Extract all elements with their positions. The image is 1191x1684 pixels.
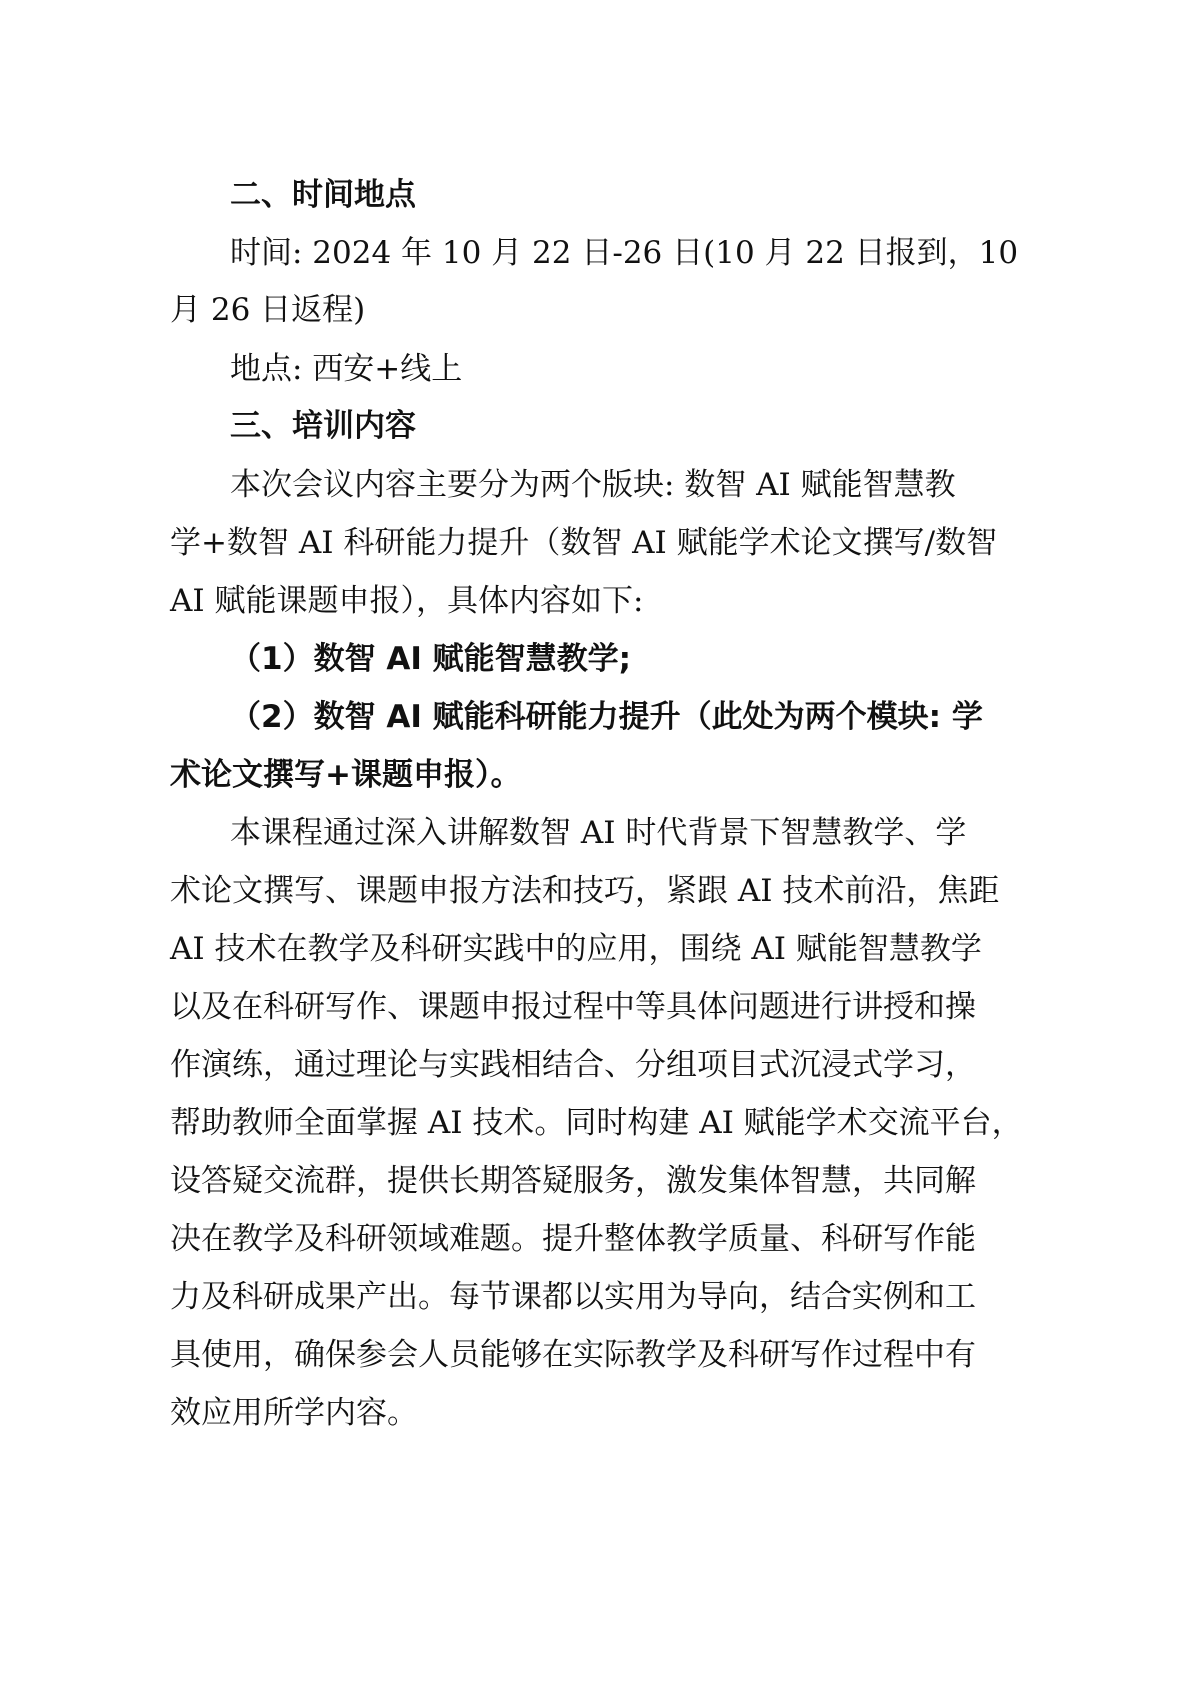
course-paragraph-line: 作演练，通过理论与实践相结合、分组项目式沉浸式学习， xyxy=(170,1047,976,1083)
course-paragraph-line: 帮助教师全面掌握 AI 技术。同时构建 AI 赋能学术交流平台， xyxy=(170,1105,1023,1141)
section-heading-time-location: 二、时间地点 xyxy=(230,177,416,213)
course-paragraph-line: 本课程通过深入讲解数智 AI 时代背景下智慧教学、学 xyxy=(230,815,967,851)
course-paragraph-line: 术论文撰写、课题申报方法和技巧，紧跟 AI 技术前沿，焦距 xyxy=(170,873,1000,909)
content-item-2-continued: 术论文撰写+课题申报）。 xyxy=(170,757,522,793)
course-paragraph-line: 具使用，确保参会人员能够在实际教学及科研写作过程中有 xyxy=(170,1337,976,1373)
course-paragraph-line: 力及科研成果产出。每节课都以实用为导向，结合实例和工 xyxy=(170,1279,976,1315)
intro-paragraph-line: 本次会议内容主要分为两个版块: 数智 AI 赋能智慧教 xyxy=(230,467,956,503)
course-paragraph-line: 设答疑交流群，提供长期答疑服务，激发集体智慧，共同解 xyxy=(170,1163,976,1199)
location-line: 地点: 西安+线上 xyxy=(230,351,463,387)
time-line-continued: 月 26 日返程) xyxy=(170,292,366,328)
section-heading-training-content: 三、培训内容 xyxy=(230,408,416,444)
content-item-1: （1）数智 AI 赋能智慧教学; xyxy=(230,641,632,677)
time-line: 时间: 2024 年 10 月 22 日-26 日(10 月 22 日报到，10 xyxy=(230,235,1019,271)
course-paragraph-line: AI 技术在教学及科研实践中的应用，围绕 AI 赋能智慧教学 xyxy=(170,931,982,967)
course-paragraph-line: 效应用所学内容。 xyxy=(170,1395,418,1431)
course-paragraph-line: 决在教学及科研领域难题。提升整体教学质量、科研写作能 xyxy=(170,1221,976,1257)
course-paragraph-line: 以及在科研写作、课题申报过程中等具体问题进行讲授和操 xyxy=(170,989,976,1025)
intro-paragraph-line: AI 赋能课题申报），具体内容如下: xyxy=(170,583,644,619)
content-item-2: （2）数智 AI 赋能科研能力提升（此处为两个模块: 学 xyxy=(230,699,983,735)
intro-paragraph-line: 学+数智 AI 科研能力提升（数智 AI 赋能学术论文撰写/数智 xyxy=(170,525,998,561)
